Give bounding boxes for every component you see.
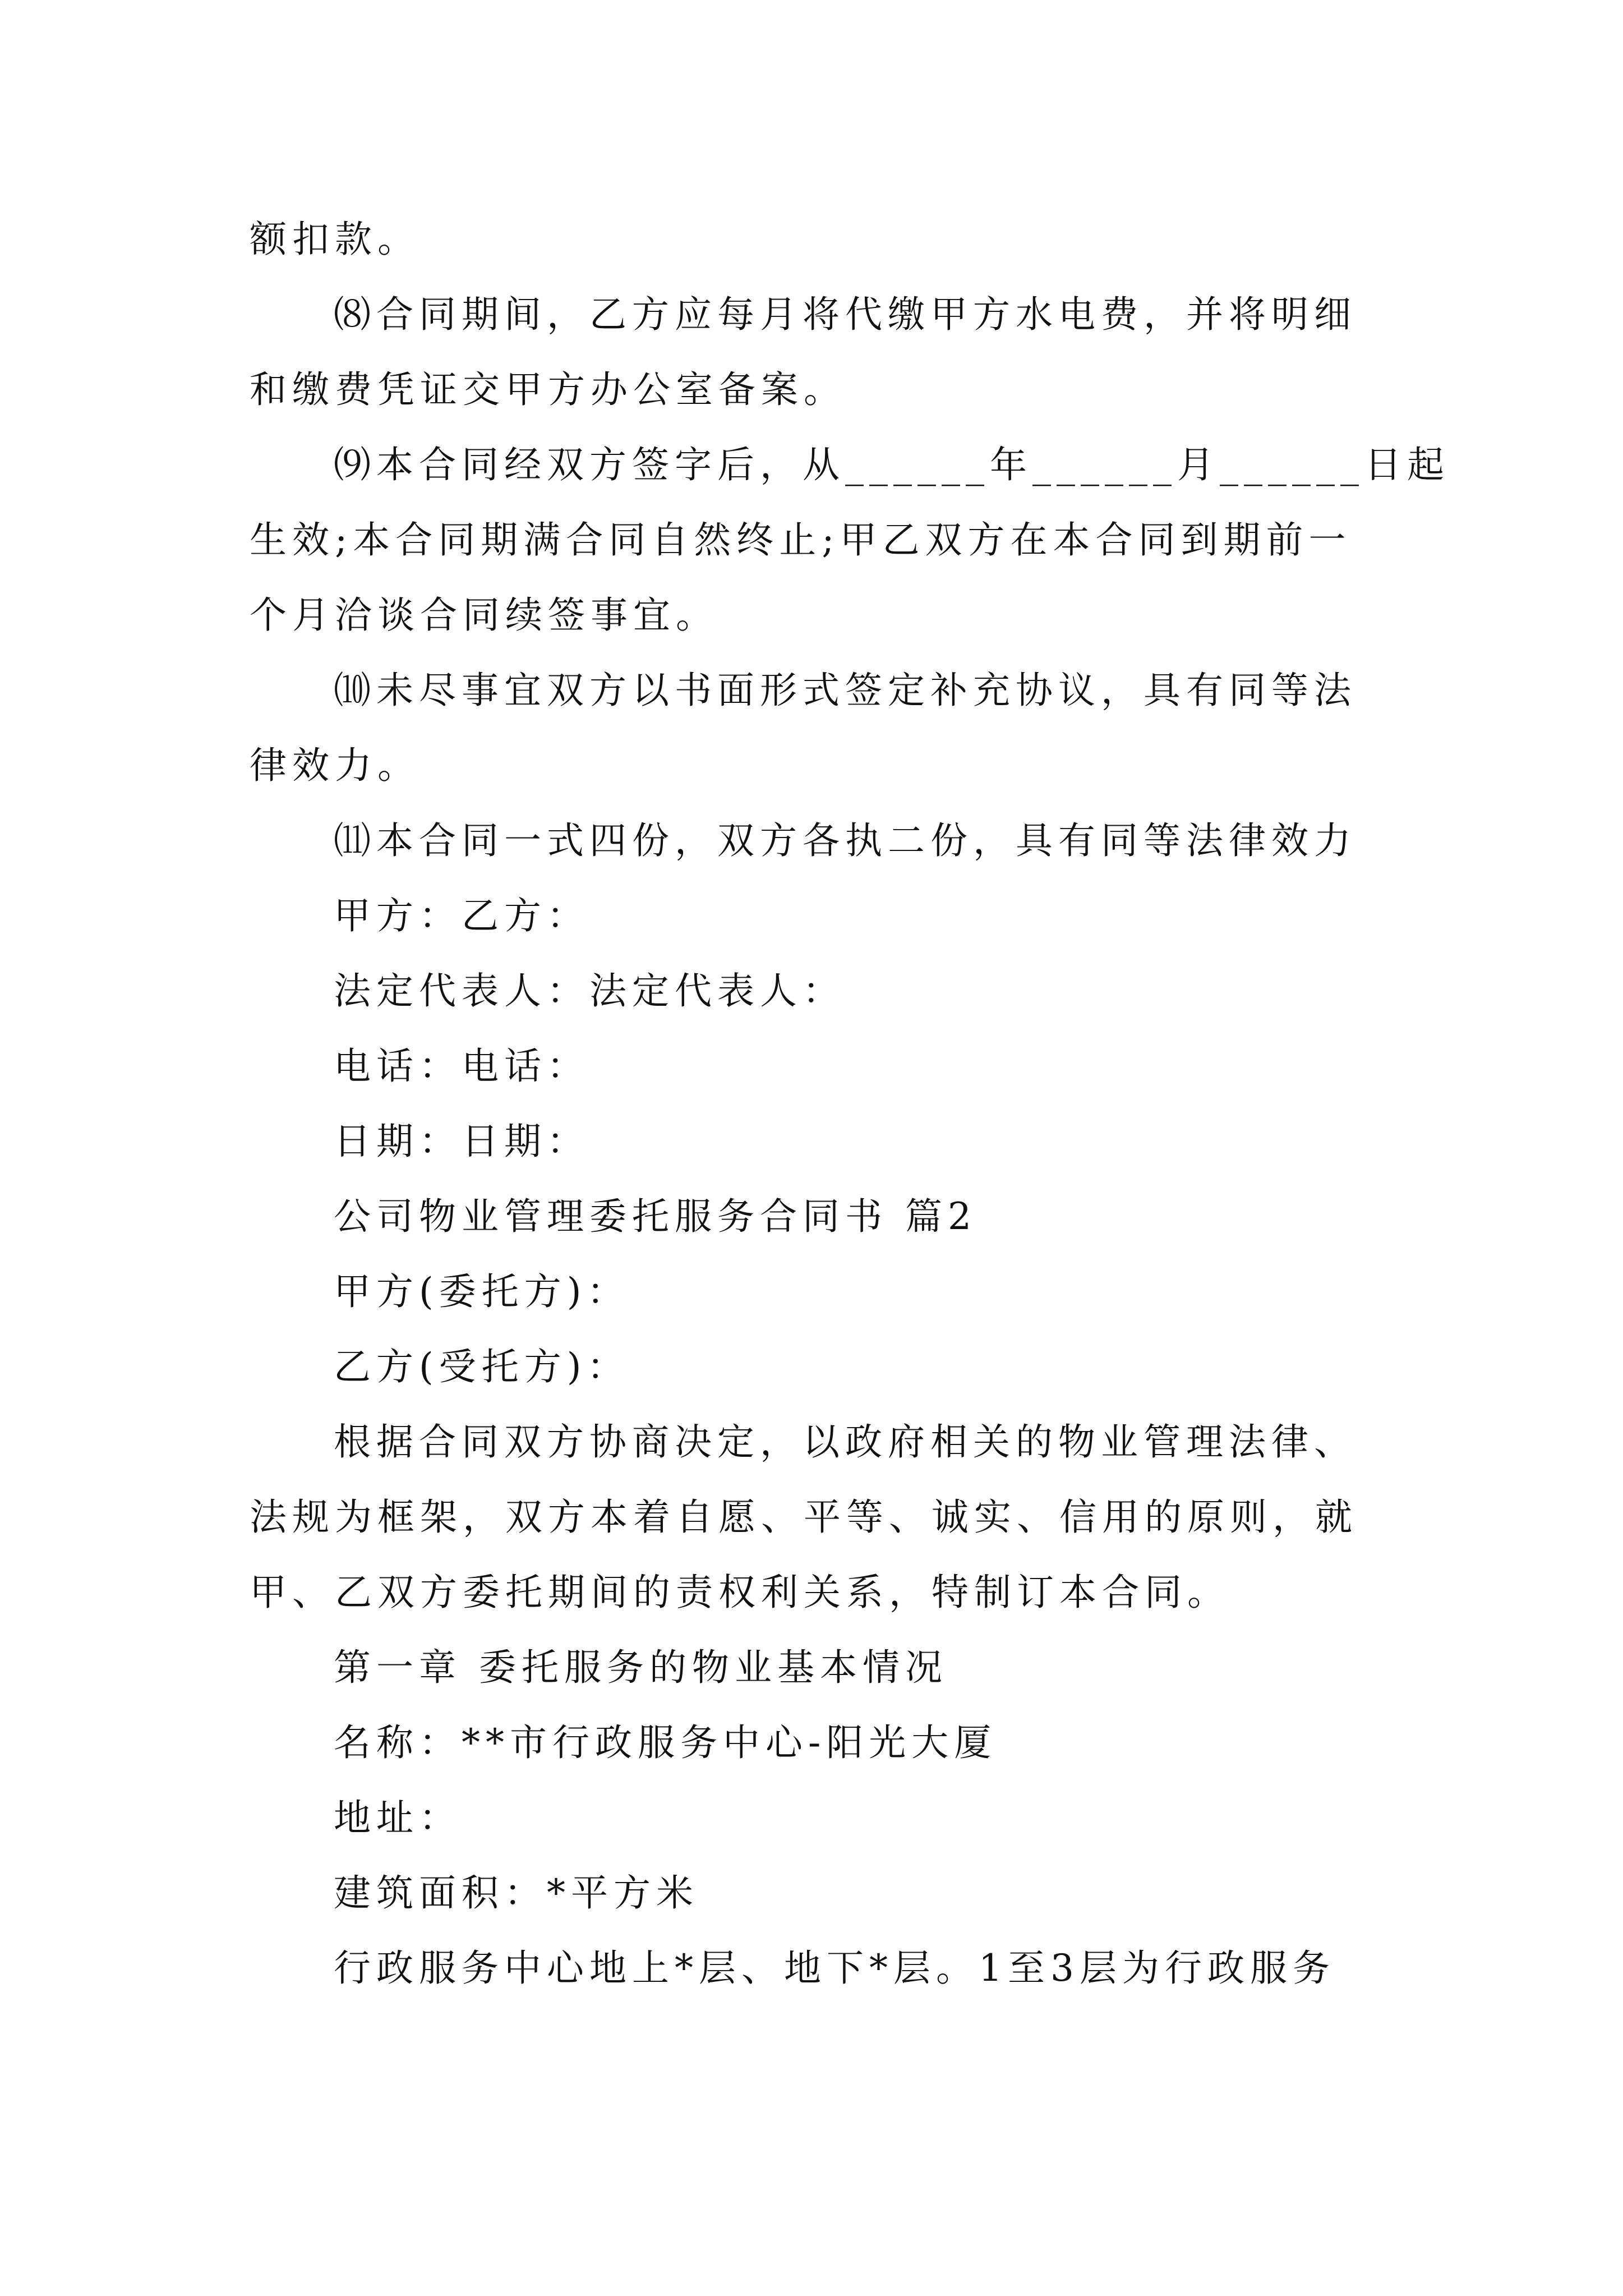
text-line: 建筑面积：*平方米	[334, 1871, 699, 1915]
text-line: 生效;本合同期满合同自然终止;甲乙双方在本合同到期前一	[250, 518, 1352, 562]
text-line: 乙方(受托方)：	[334, 1345, 630, 1388]
text-line: 电话：电话：	[334, 1045, 589, 1088]
text-line: 甲、乙双方委托期间的责权利关系，特制订本合同。	[250, 1571, 1230, 1614]
text-line: 根据合同双方协商决定，以政府相关的物业管理法律、	[334, 1420, 1357, 1464]
document-body	[250, 202, 1450, 2006]
text-line: ⑼本合同经双方签字后，从______年______月______日起	[334, 443, 1450, 486]
text-line: 地址：	[334, 1796, 462, 1839]
text-line: ⑻合同期间，乙方应每月将代缴甲方水电费，并将明细	[334, 293, 1357, 336]
text-line: 甲方：乙方：	[334, 894, 589, 937]
text-line: 和缴费凭证交甲方办公室备案。	[250, 368, 846, 411]
text-line: 额扣款。	[250, 218, 420, 261]
text-line: 法规为框架，双方本着自愿、平等、诚实、信用的原则，就	[250, 1496, 1358, 1539]
text-line: 日期：日期：	[334, 1120, 589, 1163]
text-line: 甲方(委托方)：	[334, 1270, 630, 1313]
section-heading: 公司物业管理委托服务合同书 篇2	[334, 1195, 977, 1238]
chapter-heading: 第一章 委托服务的物业基本情况	[334, 1646, 948, 1689]
text-line: 名称：**市行政服务中心-阳光大厦	[334, 1721, 997, 1764]
text-line: 行政服务中心地上*层、地下*层。1至3层为行政服务	[334, 1947, 1335, 1990]
text-line: 个月洽谈合同续签事宜。	[250, 593, 718, 637]
text-line: ⑾本合同一式四份，双方各执二份，具有同等法律效力	[334, 819, 1357, 862]
text-line: ⑽未尽事宜双方以书面形式签定补充协议，具有同等法	[334, 669, 1357, 712]
text-line: 律效力。	[250, 744, 420, 787]
text-line: 法定代表人：法定代表人：	[334, 969, 845, 1013]
